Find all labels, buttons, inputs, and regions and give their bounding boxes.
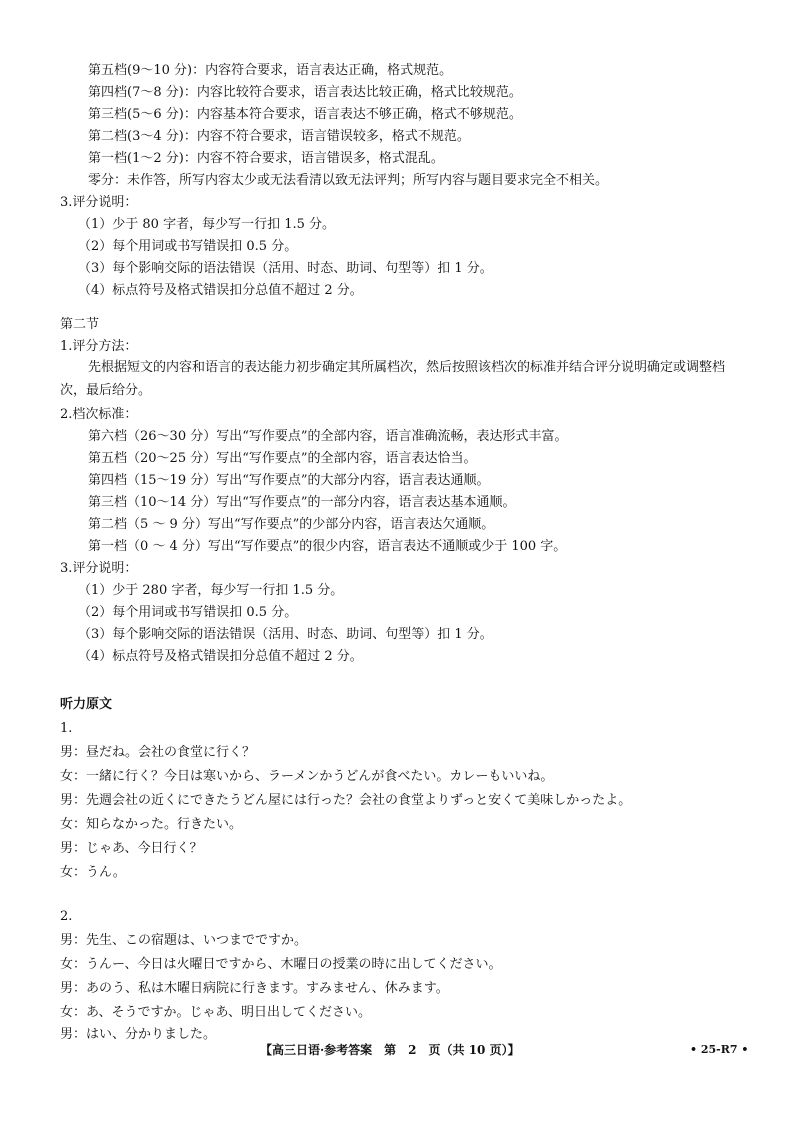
dialogue-line: 男：じゃあ、今日行く？ xyxy=(60,841,203,856)
method-text: 先根据短文的内容和语言的表达能力初步确定其所属档次，然后按照该档次的标准并结合评分说明确定或调整档次，最后给分。 xyxy=(60,360,726,398)
dialogue-line: 女：知らなかった。行きたい。 xyxy=(60,817,243,832)
tier-1: 第一档(1～2 分)：内容不符合要求，语言错误多，格式混乱。 xyxy=(88,151,444,166)
tier-3: 第三档（10～14 分）写出“写作要点”的一部分内容，语言表达基本通顺。 xyxy=(88,495,516,510)
note-4: （4）标点符号及格式错误扣分总值不超过 2 分。 xyxy=(78,649,363,664)
dialogue-line: 男：はい、分かりました。 xyxy=(60,1027,217,1042)
tier-1: 第一档（0 ～ 4 分）写出“写作要点”的很少内容，语言表达不通顺或少于 100 字。 xyxy=(88,539,567,554)
tier-5: 第五档(9～10 分)：内容符合要求，语言表达正确，格式规范。 xyxy=(88,63,453,78)
note-2: （2）每个用词或书写错误扣 0.5 分。 xyxy=(78,605,298,620)
tier-4: 第四档（15～19 分）写出“写作要点”的大部分内容，语言表达通顺。 xyxy=(88,473,490,488)
tier-5: 第五档（20～25 分）写出“写作要点”的全部内容，语言表达恰当。 xyxy=(88,451,477,466)
dialogue-line: 男：先生、この宿題は、いつまでですか。 xyxy=(60,933,308,948)
dialogue-line: 女：うん。 xyxy=(60,865,126,880)
dialogue-line: 男：昼だね。会社の食堂に行く？ xyxy=(60,745,256,760)
note-3: （3）每个影响交际的语法错误（活用、时态、助词、句型等）扣 1 分。 xyxy=(78,261,493,276)
dialogue-line: 女：一緒に行く？今日は寒いから、ラーメンかうどんが食べたい。カレーもいいね。 xyxy=(60,769,554,784)
notes-heading: 3.评分说明： xyxy=(60,561,138,576)
dialogue-number: 1. xyxy=(60,721,73,736)
notes-heading: 3.评分说明： xyxy=(60,195,138,210)
listening-title: 听力原文 xyxy=(60,697,113,712)
dialogue-line: 女：あ、そうですか。じゃあ、明日出してください。 xyxy=(60,1005,371,1020)
method-heading: 1.评分方法： xyxy=(60,339,138,354)
tier-6: 第六档（26～30 分）写出“写作要点”的全部内容，语言准确流畅，表达形式丰富。 xyxy=(88,429,568,444)
section-title: 第二节 xyxy=(60,317,100,332)
note-4: （4）标点符号及格式错误扣分总值不超过 2 分。 xyxy=(78,283,363,298)
tier-2: 第二档（5 ～ 9 分）写出“写作要点”的少部分内容，语言表达欠通顺。 xyxy=(88,517,495,532)
tier-3: 第三档(5～6 分)：内容基本符合要求，语言表达不够正确，格式不够规范。 xyxy=(88,107,522,122)
dialogue-number: 2. xyxy=(60,909,73,924)
tier-2: 第二档(3～4 分)：内容不符合要求，语言错误较多，格式不规范。 xyxy=(88,129,470,144)
note-3: （3）每个影响交际的语法错误（活用、时态、助词、句型等）扣 1 分。 xyxy=(78,627,493,642)
tier-4: 第四档(7～8 分)：内容比较符合要求，语言表达比较正确，格式比较规范。 xyxy=(88,85,522,100)
standard-heading: 2.档次标准： xyxy=(60,407,138,422)
dialogue-line: 女：うんー、今日は火曜日ですから、木曜日の授業の時に出してください。 xyxy=(60,957,502,972)
footer-page-info: 【高三日语·参考答案 第 2 页（共 10 页）】 xyxy=(260,1043,520,1057)
dialogue-line: 男：先週会社の近くにできたうどん屋には行った？会社の食堂よりずっと安くて美味しかったよ。 xyxy=(60,793,632,808)
tier-zero: 零分：未作答，所写内容太少或无法看清以致无法评判；所写内容与题目要求完全不相关。 xyxy=(88,173,609,188)
note-1: （1）少于 280 字者，每少写一行扣 1.5 分。 xyxy=(78,583,344,598)
note-2: （2）每个用词或书写错误扣 0.5 分。 xyxy=(78,239,298,254)
note-1: （1）少于 80 字者，每少写一行扣 1.5 分。 xyxy=(78,217,336,232)
dialogue-line: 男：あのう、私は木曜日病院に行きます。すみません、休みます。 xyxy=(60,981,449,996)
footer-code: • 25-R7 • xyxy=(690,1043,749,1056)
method-paragraph xyxy=(60,356,750,402)
